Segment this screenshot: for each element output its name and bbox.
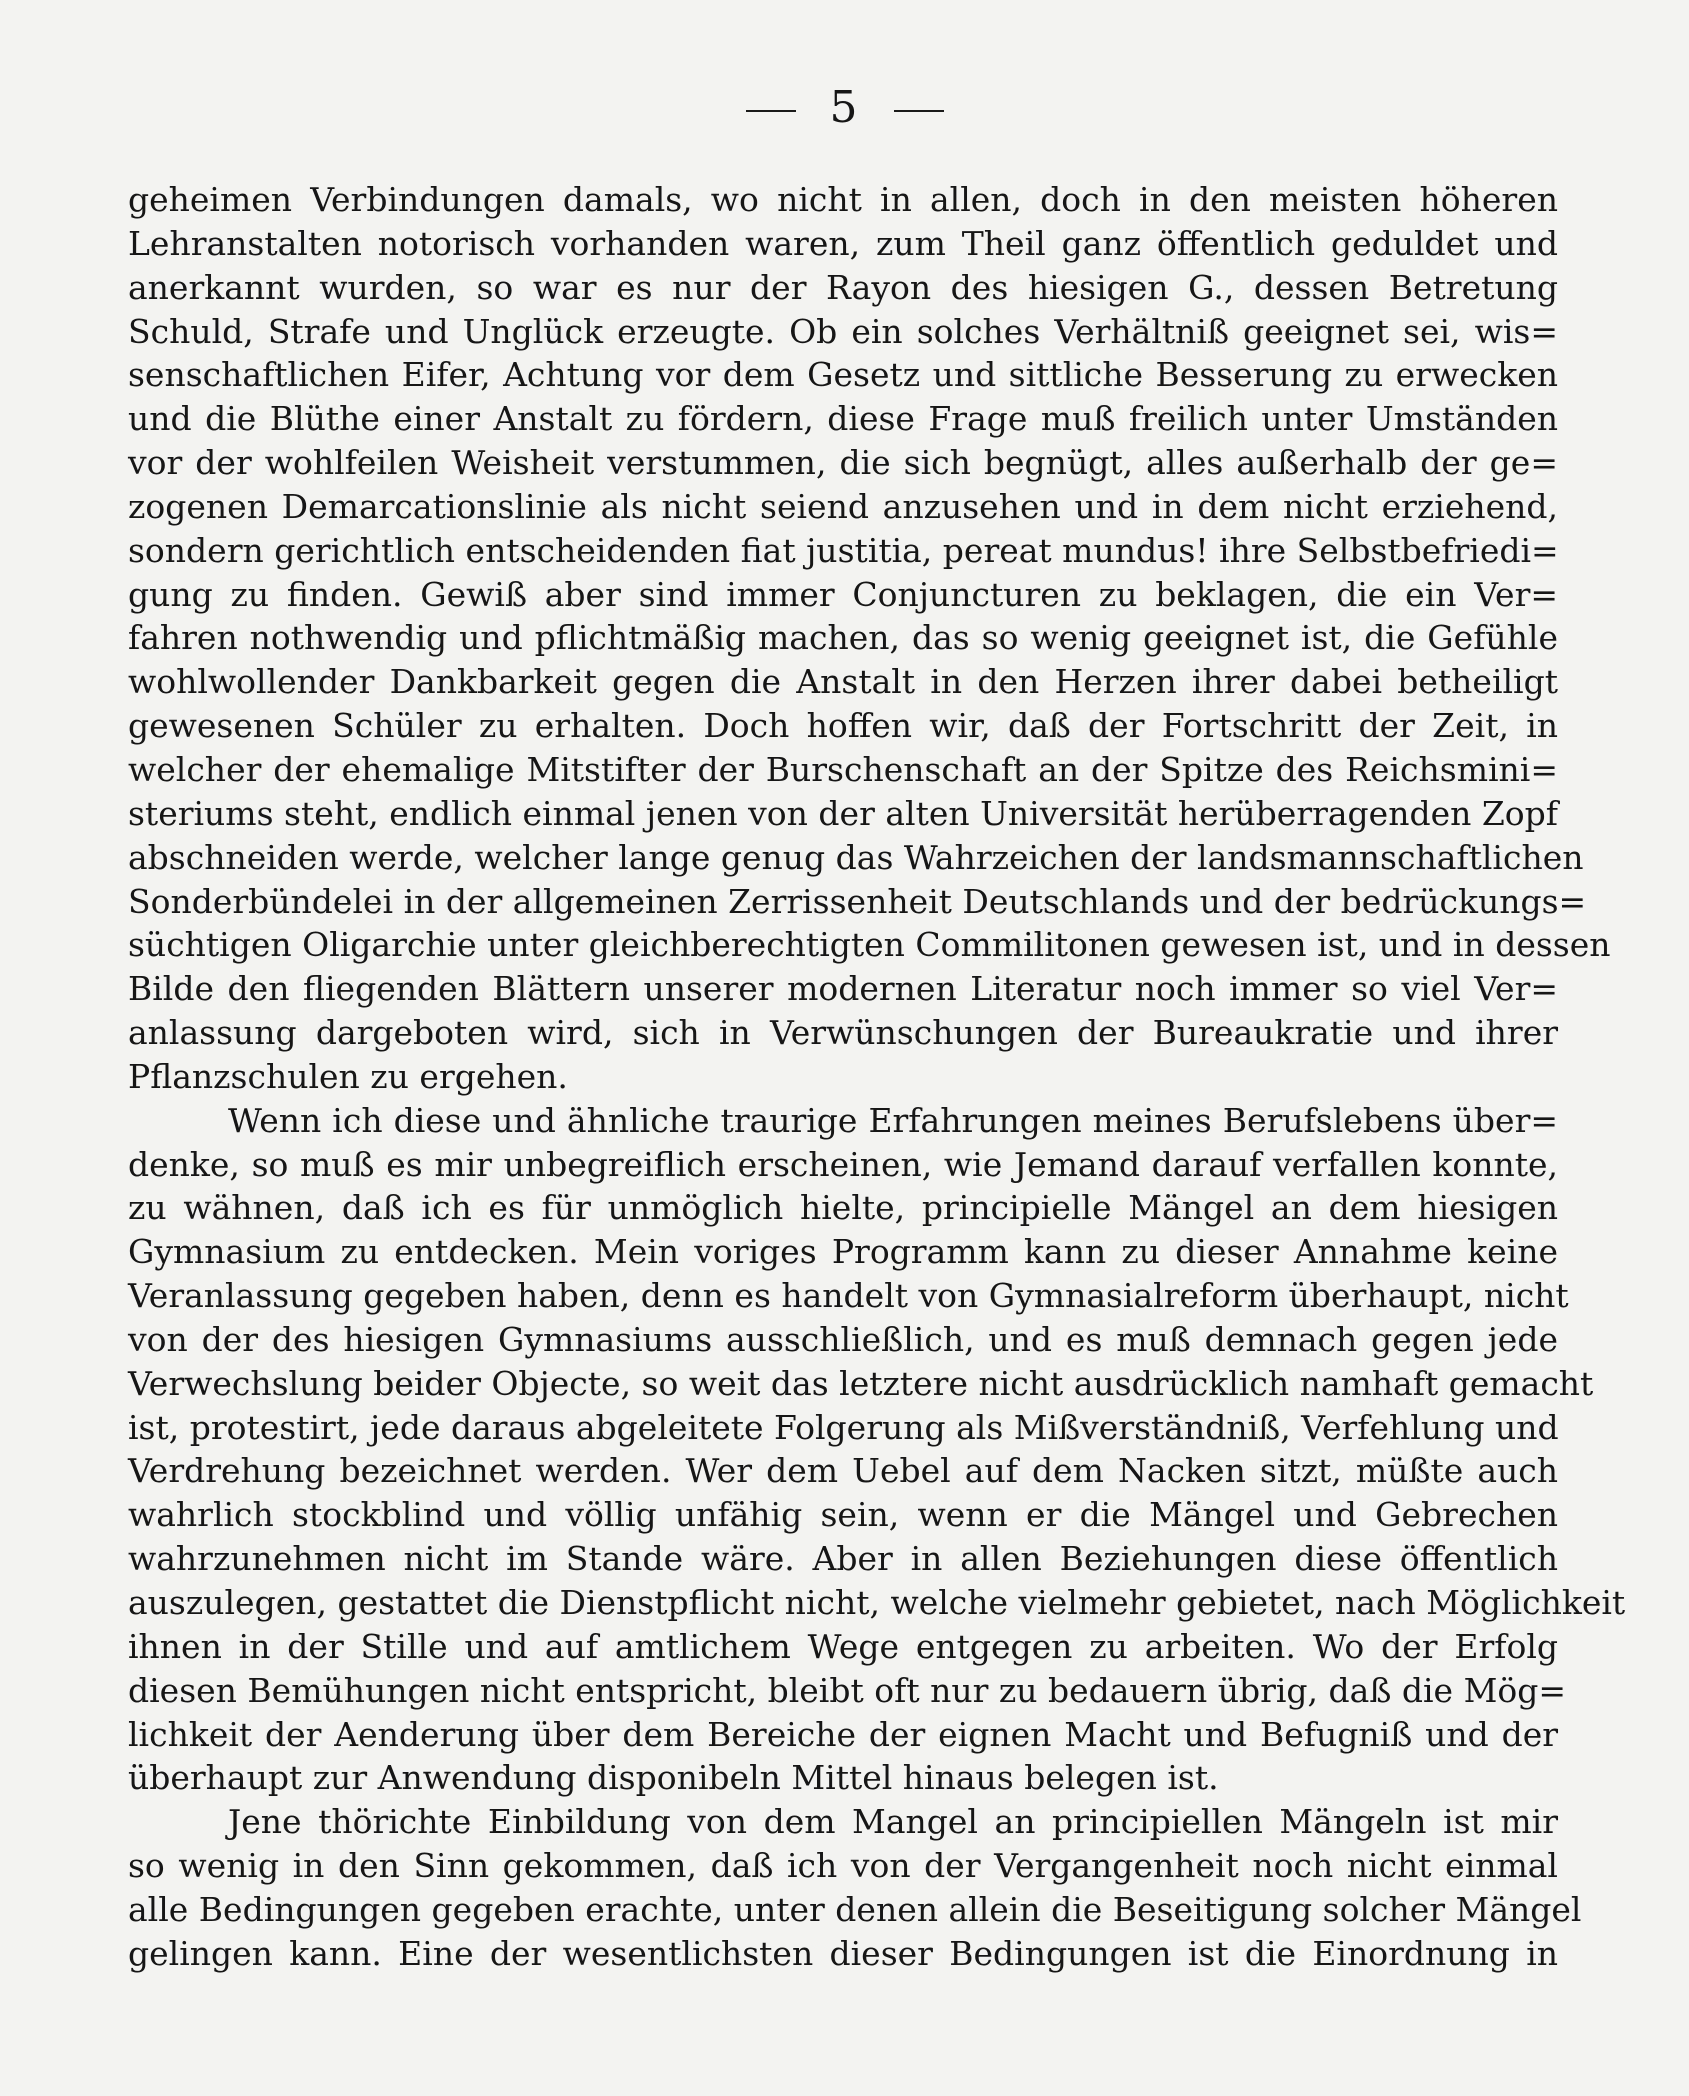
text-line: Wenn ich diese und ähnliche traurige Erfahrungen meines Berufslebens über= (228, 1100, 1558, 1140)
text-line: zogenen Demarcationslinie als nicht seiend anzusehen und in dem nicht erziehend, (128, 486, 1558, 526)
text-line: diesen Bemühungen nicht entspricht, bleibt oft nur zu bedauern übrig, daß die Mög= (128, 1670, 1566, 1710)
text-line: alle Bedingungen gegeben erachte, unter denen allein die Beseitigung solcher Mängel (128, 1889, 1582, 1929)
left-dash (746, 110, 796, 112)
text-line: auszulegen, gestattet die Dienstpflicht nicht, welche vielmehr gebietet, nach Möglichkeit (128, 1583, 1626, 1622)
text-line: Pflanzschulen zu ergehen. (128, 1056, 568, 1096)
text-line: anlassung dargeboten wird, sich in Verwünschungen der Bureaukratie und ihrer (128, 1013, 1558, 1053)
text-line: von der des hiesigen Gymnasiums ausschließlich, und es muß demnach gegen jede (128, 1319, 1558, 1359)
text-line: zu wähnen, daß ich es für unmöglich hielte, principielle Mängel an dem hiesigen (128, 1188, 1558, 1228)
text-line: süchtigen Oligarchie unter gleichberechtigten Commilitonen gewesen ist, und in dessen (128, 925, 1611, 965)
text-line: ihnen in der Stille und auf amtlichem Wege entgegen zu arbeiten. Wo der Erfolg (128, 1626, 1558, 1666)
text-line: welcher der ehemalige Mitstifter der Burschenschaft an der Spitze des Reichsmini= (128, 749, 1558, 789)
text-line: Veranlassung gegeben haben, denn es handelt von Gymnasialreform überhaupt, nicht (128, 1276, 1569, 1316)
page-number-header (0, 82, 1689, 133)
text-line: Bilde den fliegenden Blättern unserer modernen Literatur noch immer so viel Ver= (128, 969, 1558, 1009)
text-line: so wenig in den Sinn gekommen, daß ich von der Vergangenheit noch nicht einmal (128, 1846, 1558, 1886)
text-line: Gymnasium zu entdecken. Mein voriges Programm kann zu dieser Annahme keine (128, 1232, 1558, 1272)
text-line: fahren nothwendig und pflichtmäßig machen, das so wenig geeignet ist, die Gefühle (128, 618, 1558, 658)
text-line: Lehranstalten notorisch vorhanden waren, zum Theil ganz öffentlich geduldet und (128, 223, 1558, 263)
paragraph-2 (128, 1099, 1626, 1801)
text-line: wohlwollender Dankbarkeit gegen die Anstalt in den Herzen ihrer dabei betheiligt (128, 662, 1558, 702)
text-line: Schuld, Strafe und Unglück erzeugte. Ob ein solches Verhältniß geeignet sei, wis= (128, 311, 1558, 351)
text-line: Jene thörichte Einbildung von dem Mangel an principiellen Mängeln ist mir (228, 1802, 1558, 1842)
text-line: senschaftlichen Eifer, Achtung vor dem Gesetz und sittliche Besserung zu erwecken (128, 355, 1558, 395)
text-line: geheimen Verbindungen damals, wo nicht in allen, doch in den meisten höheren (128, 180, 1558, 219)
text-line: anerkannt wurden, so war es nur der Rayon des hiesigen G., dessen Betretung (128, 267, 1558, 307)
body-text (128, 178, 1626, 1976)
text-line: gung zu finden. Gewiß aber sind immer Conjuncturen zu beklagen, die ein Ver= (128, 574, 1558, 614)
text-line: vor der wohlfeilen Weisheit verstummen, die sich begnügt, alles außerhalb der ge= (128, 443, 1558, 483)
text-line: gewesenen Schüler zu erhalten. Doch hoffen wir, daß der Fortschritt der Zeit, in (128, 706, 1558, 746)
text-line: Verwechslung beider Objecte, so weit das letztere nicht ausdrücklich namhaft gemacht (128, 1363, 1594, 1403)
paragraph-1 (128, 178, 1611, 1099)
text-line: wahrlich stockblind und völlig unfähig sein, wenn er die Mängel und Gebrechen (128, 1495, 1558, 1535)
text-line: denke, so muß es mir unbegreiflich erscheinen, wie Jemand darauf verfallen konnte, (128, 1144, 1558, 1184)
text-line: abschneiden werde, welcher lange genug das Wahrzeichen der landsmannschaftlichen (128, 837, 1584, 877)
page-number: 5 (829, 82, 860, 133)
text-line: und die Blüthe einer Anstalt zu fördern, diese Frage muß freilich unter Umständen (128, 399, 1558, 439)
text-line: überhaupt zur Anwendung disponibeln Mittel hinaus belegen ist. (128, 1758, 1219, 1798)
text-line: steriums steht, endlich einmal jenen von der alten Universität herüberragenden Zopf (128, 793, 1558, 833)
paragraph-3 (128, 1800, 1582, 1975)
text-line: Verdrehung bezeichnet werden. Wer dem Uebel auf dem Nacken sitzt, müßte auch (128, 1451, 1558, 1491)
text-line: lichkeit der Aenderung über dem Bereiche der eignen Macht und Befugniß und der (128, 1714, 1558, 1754)
text-line: gelingen kann. Eine der wesentlichsten dieser Bedingungen ist die Einordnung in (128, 1933, 1558, 1973)
text-line: ist, protestirt, jede daraus abgeleitete Folgerung als Mißverständniß, Verfehlung und (128, 1407, 1559, 1447)
text-line: Sonderbündelei in der allgemeinen Zerrissenheit Deutschlands und der bedrückungs= (128, 881, 1587, 921)
right-dash (894, 110, 944, 112)
text-line: wahrzunehmen nicht im Stande wäre. Aber in allen Beziehungen diese öffentlich (128, 1539, 1558, 1579)
text-line: sondern gerichtlich entscheidenden fiat justitia, pereat mundus! ihre Selbstbefriedi= (128, 530, 1559, 570)
